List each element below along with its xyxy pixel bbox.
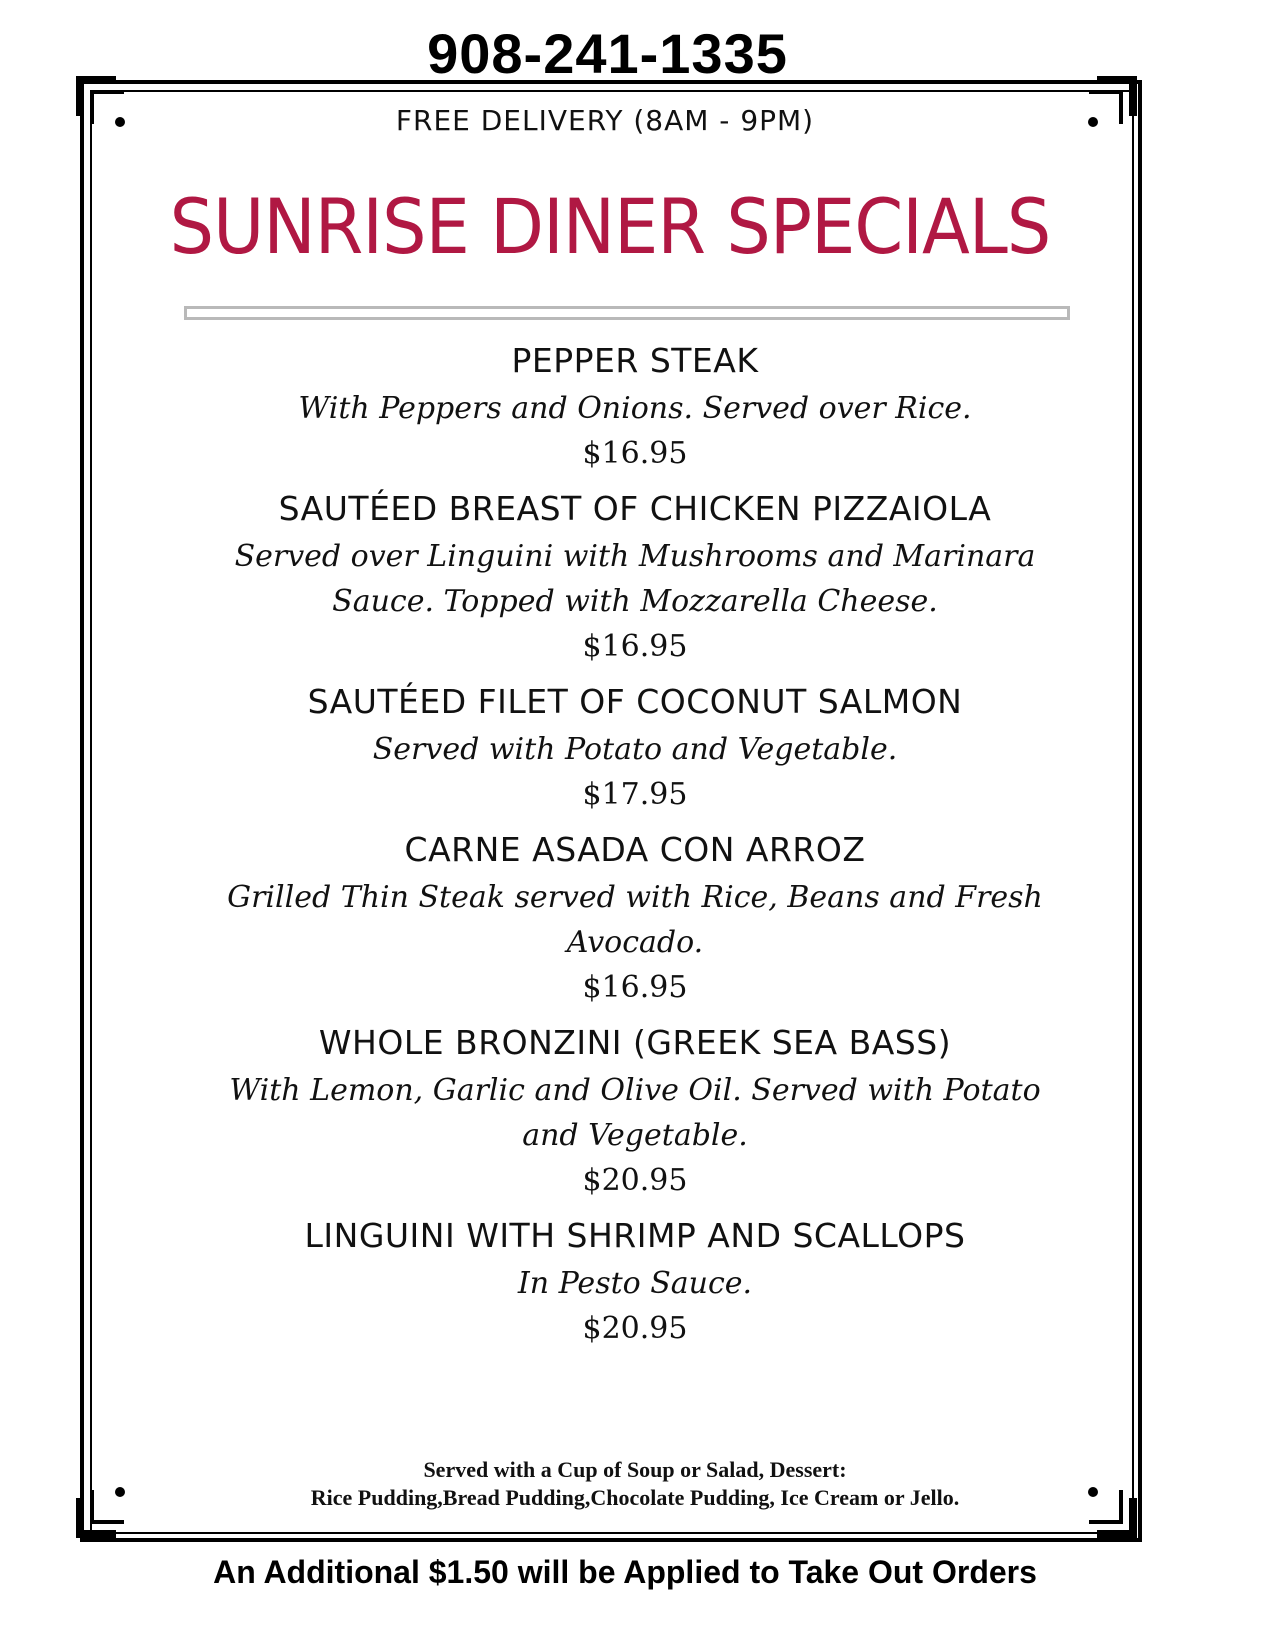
dessert-options-line: Rice Pudding,Bread Pudding,Chocolate Pudding, Ice Cream or Jello. xyxy=(310,1485,960,1510)
corner-ornament-icon xyxy=(76,76,130,130)
corner-ornament-icon xyxy=(1083,76,1137,130)
menu-item-name: SAUTÉED BREAST OF CHICKEN PIZZAIOLA xyxy=(278,489,992,528)
menu-item-price: $16.95 xyxy=(582,629,688,664)
menu-item-name: WHOLE BRONZINI (GREEK SEA BASS) xyxy=(318,1023,952,1062)
menu-item-description: Served with Potato and Vegetable. xyxy=(372,732,898,767)
menu-item-carne-asada xyxy=(200,825,1070,1011)
menu-item-description: In Pesto Sauce. xyxy=(517,1266,753,1301)
menu-item-whole-bronzini xyxy=(200,1018,1070,1204)
corner-ornament-icon xyxy=(76,1484,130,1538)
takeout-surcharge-note: An Additional $1.50 will be Applied to Take Out Orders xyxy=(213,1554,1037,1590)
menu-item-price: $17.95 xyxy=(582,777,688,812)
menu-item-chicken-pizzaiola xyxy=(200,484,1070,670)
menu-item-coconut-salmon xyxy=(200,677,1070,818)
menu-item-name: LINGUINI WITH SHRIMP AND SCALLOPS xyxy=(304,1216,966,1255)
menu-item-name: SAUTÉED FILET OF COCONUT SALMON xyxy=(307,682,963,721)
specials-list xyxy=(200,336,1070,1359)
menu-item-description: With Lemon, Garlic and Olive Oil. Served with Potato and Vegetable. xyxy=(229,1073,1041,1153)
menu-item-linguini-shrimp-scallops xyxy=(200,1211,1070,1352)
title-divider xyxy=(184,306,1070,320)
menu-item-description: With Peppers and Onions. Served over Rice. xyxy=(298,391,972,426)
delivery-hours: FREE DELIVERY (8AM - 9PM) xyxy=(395,104,815,137)
menu-item-price: $20.95 xyxy=(582,1311,688,1346)
phone-number: 908-241-1335 xyxy=(427,22,788,85)
served-with-line: Served with a Cup of Soup or Salad, Dessert: xyxy=(423,1457,847,1482)
menu-item-price: $16.95 xyxy=(582,436,688,471)
menu-item-description: Served over Linguini with Mushrooms and Marinara Sauce. Topped with Mozzarella Cheese. xyxy=(234,539,1036,619)
menu-item-price: $20.95 xyxy=(582,1163,688,1198)
menu-item-name: PEPPER STEAK xyxy=(511,341,759,380)
menu-item-name: CARNE ASADA CON ARROZ xyxy=(404,830,866,869)
served-with-note xyxy=(200,1456,1070,1512)
menu-item-description: Grilled Thin Steak served with Rice, Beans and Fresh Avocado. xyxy=(227,880,1043,960)
menu-title: SUNRISE DINER SPECIALS xyxy=(169,182,1051,271)
menu-item-pepper-steak xyxy=(200,336,1070,477)
menu-item-price: $16.95 xyxy=(582,970,688,1005)
corner-ornament-icon xyxy=(1083,1484,1137,1538)
